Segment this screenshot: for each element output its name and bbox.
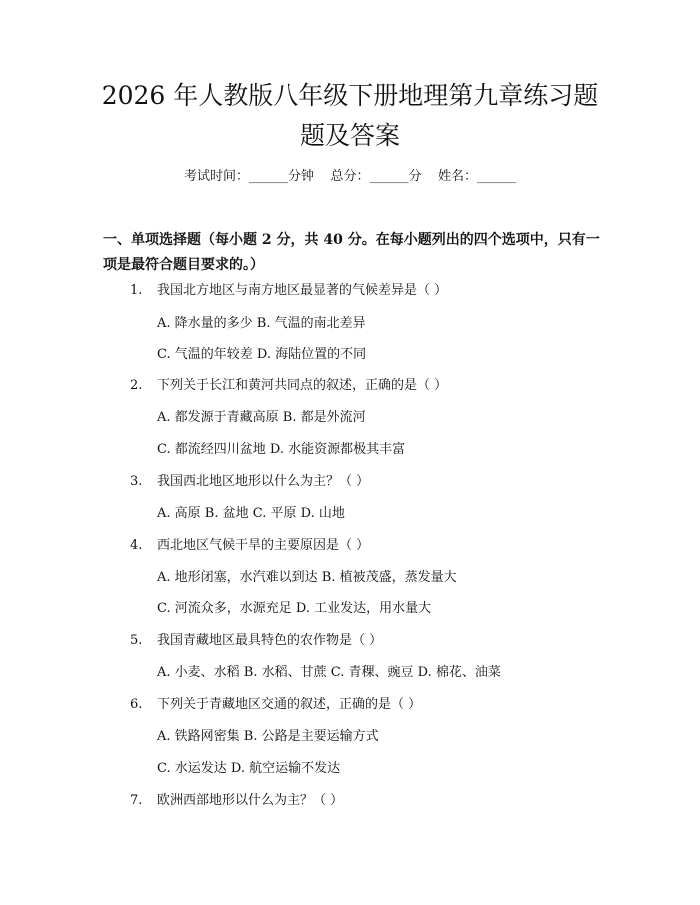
title-line-1: 2026 年人教版八年级下册地理第九章练习题 (101, 81, 599, 110)
question-4-options-line-2: C. 河流众多，水源充足 D. 工业发达，用水量大 (157, 601, 432, 616)
question-stem: 我国青藏地区最具特色的农作物是（ ） (157, 633, 383, 648)
question-stem: 下列关于长江和黄河共同点的叙述，正确的是（ ） (157, 378, 448, 393)
question-number: 6. (130, 697, 143, 712)
question-1-options-line-2: C. 气温的年较差 D. 海陆位置的不同 (157, 347, 367, 362)
document-title (0, 76, 700, 156)
question-number: 3. (130, 474, 143, 489)
title-line-2: 题及答案 (299, 121, 400, 150)
question-6-options-line-1: A. 铁路网密集 B. 公路是主要运输方式 (157, 729, 379, 744)
question-5-options-line-1: A. 小麦、水稻 B. 水稻、甘蔗 C. 青稞、豌豆 D. 棉花、油菜 (157, 665, 501, 680)
exam-info-line: 考试时间：______分钟 总分：______分 姓名：______ (183, 169, 517, 184)
question-stem: 欧洲西部地形以什么为主？（ ） (157, 793, 344, 808)
question-stem: 我国北方地区与南方地区最显著的气候差异是（ ） (157, 283, 448, 298)
question-6-options-line-2: C. 水运发达 D. 航空运输不发达 (157, 761, 341, 776)
section-heading-single-choice: 一、单项选择题（每小题 2 分，共 40 分。在每小题列出的四个选项中，只有一项是最符合题目要求的。） (103, 232, 600, 273)
question-1-options-line-1: A. 降水量的多少 B. 气温的南北差异 (157, 316, 366, 331)
question-3-options-line-1: A. 高原 B. 盆地 C. 平原 D. 山地 (157, 506, 345, 521)
question-4-options-line-1: A. 地形闭塞，水汽难以到达 B. 植被茂盛，蒸发量大 (157, 570, 457, 585)
question-stem: 西北地区气候干旱的主要原因是（ ） (157, 538, 370, 553)
question-number: 7. (130, 793, 143, 808)
question-number: 5. (130, 633, 143, 648)
question-number: 1. (130, 283, 143, 298)
question-2-options-line-1: A. 都发源于青藏高原 B. 都是外流河 (157, 410, 366, 425)
question-number: 4. (130, 538, 143, 553)
question-number: 2. (130, 378, 143, 393)
question-stem: 下列关于青藏地区交通的叙述，正确的是（ ） (157, 697, 422, 712)
question-2-options-line-2: C. 都流经四川盆地 D. 水能资源都极其丰富 (157, 442, 406, 457)
question-stem: 我国西北地区地形以什么为主？（ ） (157, 474, 370, 489)
